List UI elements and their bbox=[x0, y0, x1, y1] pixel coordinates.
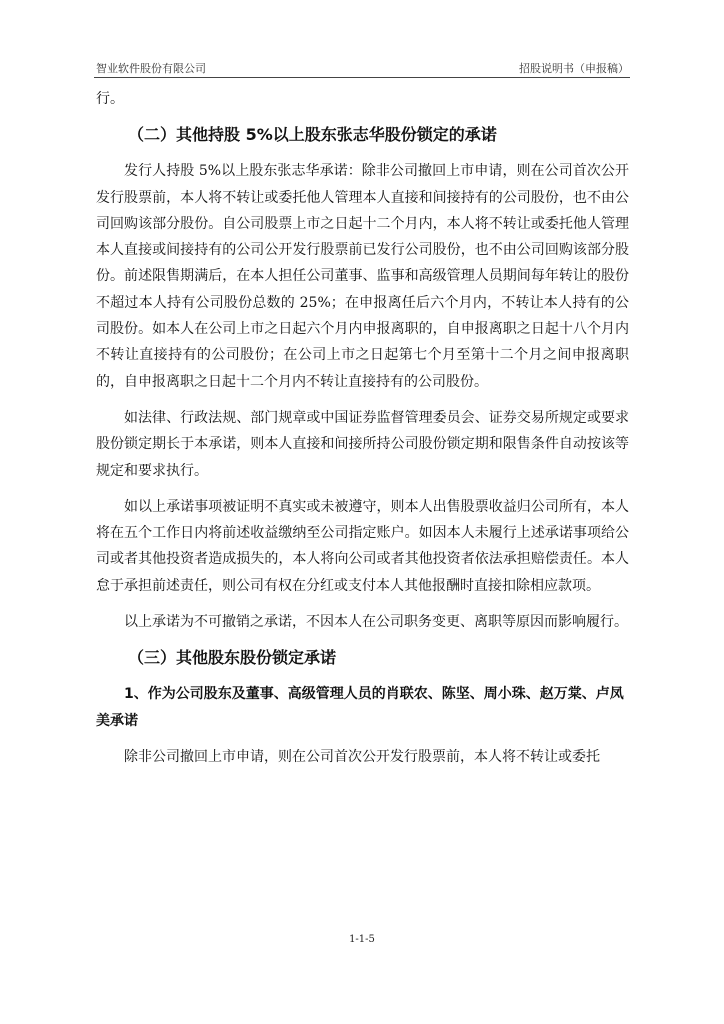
continued-line: 行。 bbox=[96, 91, 124, 107]
section-3-title: （三）其他股东股份锁定承诺 bbox=[128, 648, 337, 668]
header-company: 智业软件股份有限公司 bbox=[96, 62, 206, 75]
page-number: 1-1-5 bbox=[349, 934, 375, 945]
section-2-paragraph-2: 如法律、行政法规、部门规章或中国证券监督管理委员会、证券交易所规定或要求股份锁定期长于本承诺，则本人直接和间接所持公司股份锁定期和限售条件自动按该等规定和要求执行。 bbox=[96, 409, 629, 479]
section-2-title: （二）其他持股 5%以上股东张志华股份锁定的承诺 bbox=[128, 125, 497, 145]
section-3-subheading-1: 1、作为公司股东及董事、高级管理人员的肖联农、陈坚、周小珠、赵万棠、卢凤美承诺 bbox=[96, 686, 624, 729]
section-2-paragraph-4: 以上承诺为不可撤销之承诺，不因本人在公司职务变更、离职等原因而影响履行。 bbox=[124, 614, 628, 631]
document-body bbox=[96, 86, 629, 770]
section-2-paragraph-1: 发行人持股 5%以上股东张志华承诺：除非公司撤回上市申请，则在公司首次公开发行股票前，本人将不转让或委托他人管理本人直接和间接持有的公司股份，也不由公司回购该部分股份。自公司股票上市之日起十二个月内，本人将不转让或委托他人管理本人直接或间接持有的公司公开发行股票前已发行公司股份，也不由公司回购该部分股份。前述限售期满后，在本人担任公司董事、监事和高级管理人员期间每年转让的股份不超过本人持有公司股份总数的 25%；在申报离任后六个月内，不转让本人持有的公司股份。如本人在公司上市之日起六个月内申报离职的，自申报离职之日起十八个月内不转让直接持有的公司股份；在公司上市之日起第七个月至第十二个月之间申报离职的，自申报离职之日起十二个月内不转让直接持有的公司股份。 bbox=[96, 163, 629, 390]
section-2-paragraph-3: 如以上承诺事项被证明不真实或未被遵守，则本人出售股票收益归公司所有，本人将在五个工作日内将前述收益缴纳至公司指定账户。如因本人未履行上述承诺事项给公司或者其他投资者造成损失的，本人将向公司或者其他投资者依法承担赔偿责任。本人怠于承担前述责任，则公司有权在分红或支付本人其他报酬时直接扣除相应款项。 bbox=[96, 498, 629, 594]
section-3-paragraph-1: 除非公司撤回上市申请，则在公司首次公开发行股票前，本人将不转让或委托 bbox=[124, 748, 600, 765]
page-header bbox=[96, 60, 629, 78]
header-doc-type: 招股说明书（申报稿） bbox=[519, 62, 629, 75]
header-divider bbox=[94, 77, 630, 78]
